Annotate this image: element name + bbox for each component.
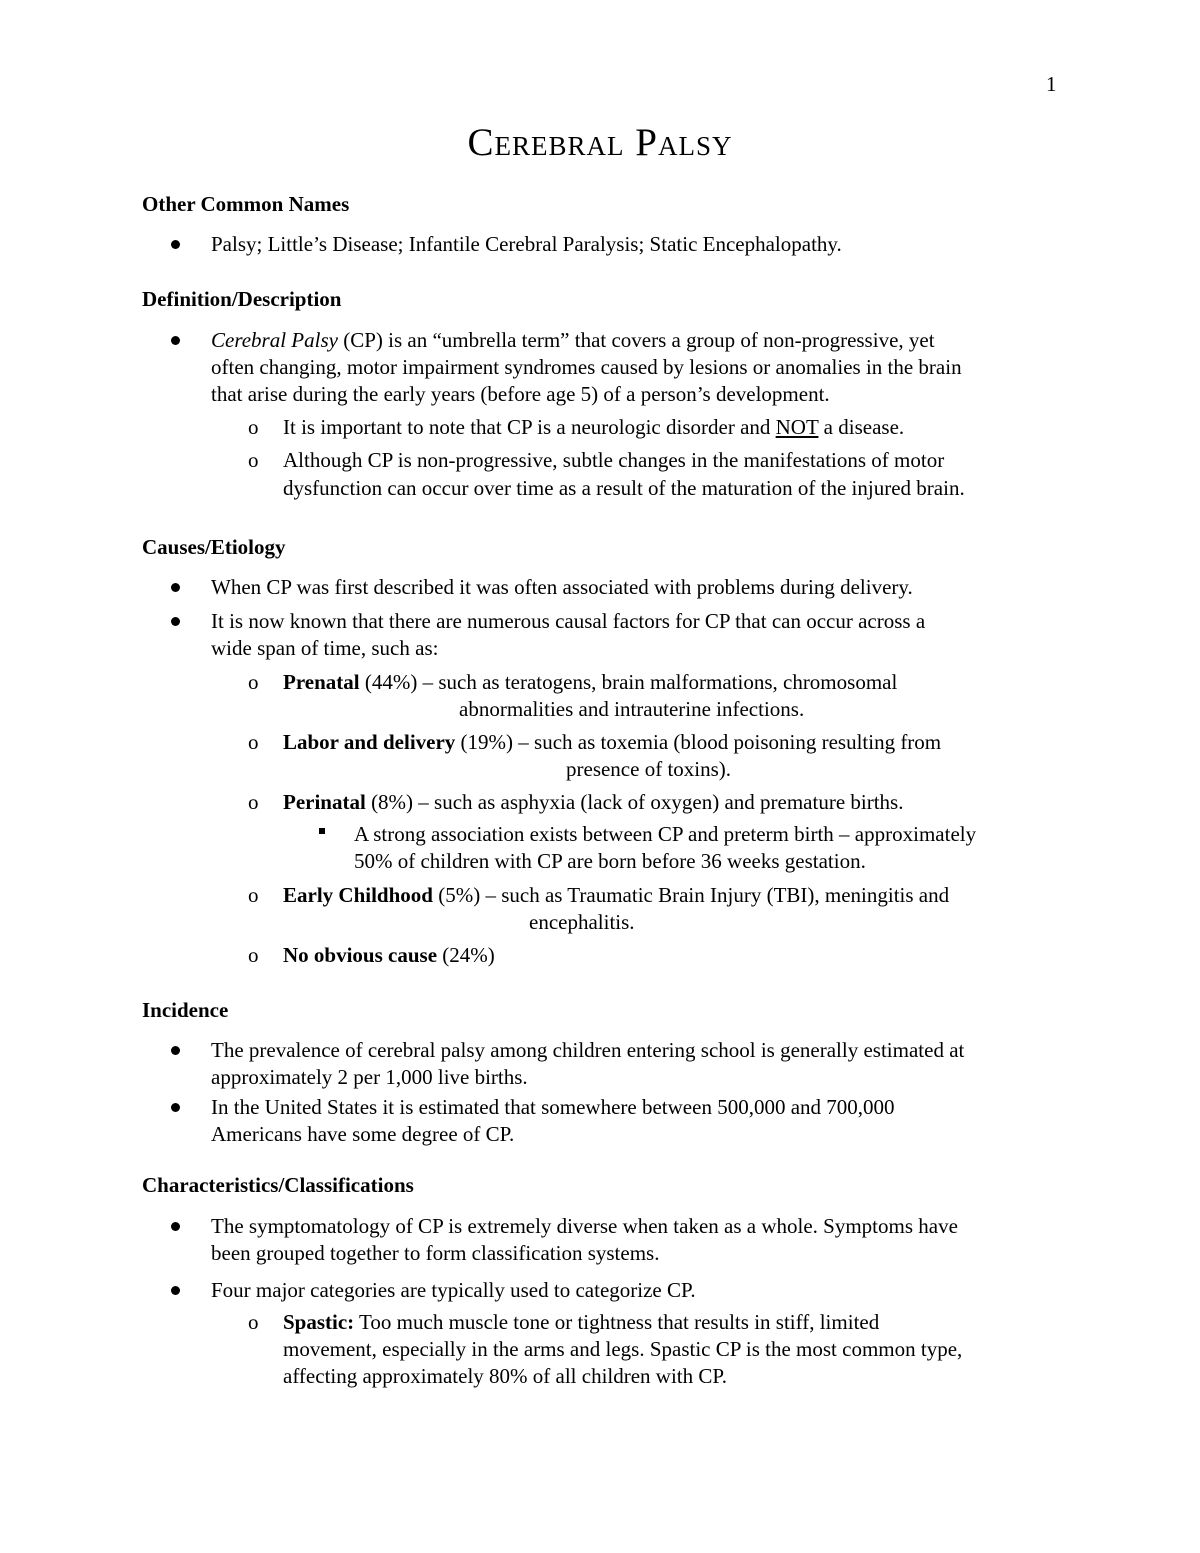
circle-bullet-icon: o [248,790,259,814]
incidence-bullet-2-line-1: In the United States it is estimated that somewhere between 500,000 and 700,000 [211,1095,895,1119]
other-names-text: Palsy; Little’s Disease; Infantile Cerebral Paralysis; Static Encephalopathy. [211,232,842,256]
definition-sub-2-line-2: dysfunction can occur over time as a result of the maturation of the injured brain. [283,476,965,500]
labor-label: Labor and delivery [283,730,456,754]
definition-term: Cerebral Palsy [211,328,338,352]
labor-text: (19%) – such as toxemia (blood poisoning resulting from [455,730,942,754]
incidence-bullet-1-line-1: The prevalence of cerebral palsy among children entering school is generally estimated at [211,1038,965,1062]
definition-sub-2-line-1: Although CP is non-progressive, subtle changes in the manifestations of motor [283,448,945,472]
characteristics-bullet-2: Four major categories are typically used to categorize CP. [211,1278,696,1302]
spastic-text: Too much muscle tone or tightness that results in stiff, limited [354,1310,880,1334]
circle-bullet-icon: o [248,1310,259,1334]
definition-line-1-rest: (CP) is an “umbrella term” that covers a group of non-progressive, yet [337,328,935,352]
causes-bullet-2-line-1: It is now known that there are numerous causal factors for CP that can occur across a [211,609,926,633]
perinatal-label: Perinatal [283,790,366,814]
labor-line-1 [283,730,941,755]
bullet-dot-icon [171,1286,180,1295]
perinatal-sub-line-2: 50% of children with CP are born before 36 weeks gestation. [354,849,866,873]
definition-line-3: that arise during the early years (before age 5) of a person’s development. [211,382,830,406]
bullet-dot-icon [171,1046,180,1055]
spastic-line-2: movement, especially in the arms and legs. Spastic CP is the most common type, [283,1337,963,1361]
bullet-dot-icon [171,336,180,345]
definition-line-1 [211,328,935,353]
definition-sub-1-underline: NOT [775,415,819,439]
early-line-1 [283,883,949,908]
circle-bullet-icon: o [248,415,259,439]
causes-bullet-2-line-2: wide span of time, such as: [211,636,439,660]
heading-incidence: Incidence [142,998,229,1022]
heading-characteristics: Characteristics/Classifications [142,1173,414,1197]
circle-bullet-icon: o [248,448,259,472]
perinatal-line-1 [283,790,903,815]
no-cause-line [283,943,495,968]
no-cause-label: No obvious cause [283,943,438,967]
prenatal-text: (44%) – such as teratogens, brain malformations, chromosomal [359,670,898,694]
page-title: Cerebral Palsy [467,121,733,164]
circle-bullet-icon: o [248,883,259,907]
heading-other-names: Other Common Names [142,192,350,216]
definition-sub-1-pre: It is important to note that CP is a neurologic disorder and [283,415,776,439]
no-cause-text: (24%) [437,943,495,967]
bullet-dot-icon [171,1222,180,1231]
characteristics-bullet-1-line-1: The symptomatology of CP is extremely diverse when taken as a whole. Symptoms have [211,1214,958,1238]
perinatal-text: (8%) – such as asphyxia (lack of oxygen) and premature births. [365,790,904,814]
prenatal-line-2: abnormalities and intrauterine infections. [459,697,805,721]
prenatal-label: Prenatal [283,670,360,694]
definition-sub-1 [283,415,904,440]
definition-sub-1-post: a disease. [818,415,905,439]
causes-bullet-1: When CP was first described it was often associated with problems during delivery. [211,575,913,599]
characteristics-bullet-1-line-2: been grouped together to form classification systems. [211,1241,660,1265]
circle-bullet-icon: o [248,943,259,967]
page-number: 1 [1046,72,1057,96]
early-line-2: encephalitis. [529,910,635,934]
heading-definition: Definition/Description [142,287,342,311]
labor-line-2: presence of toxins). [566,757,732,781]
circle-bullet-icon: o [248,730,259,754]
bullet-dot-icon [171,617,180,626]
bullet-dot-icon [171,583,180,592]
bullet-dot-icon [171,1103,180,1112]
perinatal-sub-line-1: A strong association exists between CP and preterm birth – approximately [354,822,977,846]
early-text: (5%) – such as Traumatic Brain Injury (TBI), meningitis and [432,883,950,907]
definition-line-2: often changing, motor impairment syndromes caused by lesions or anomalies in the brain [211,355,962,379]
spastic-line-3: affecting approximately 80% of all children with CP. [283,1364,728,1388]
incidence-bullet-1-line-2: approximately 2 per 1,000 live births. [211,1065,528,1089]
incidence-bullet-2-line-2: Americans have some degree of CP. [211,1122,515,1146]
heading-causes: Causes/Etiology [142,535,286,559]
early-label: Early Childhood [283,883,433,907]
spastic-label: Spastic: [283,1310,355,1334]
circle-bullet-icon: o [248,670,259,694]
prenatal-line-1 [283,670,897,695]
bullet-dot-icon [171,240,180,249]
spastic-line-1 [283,1310,879,1335]
square-bullet-icon [319,828,325,834]
